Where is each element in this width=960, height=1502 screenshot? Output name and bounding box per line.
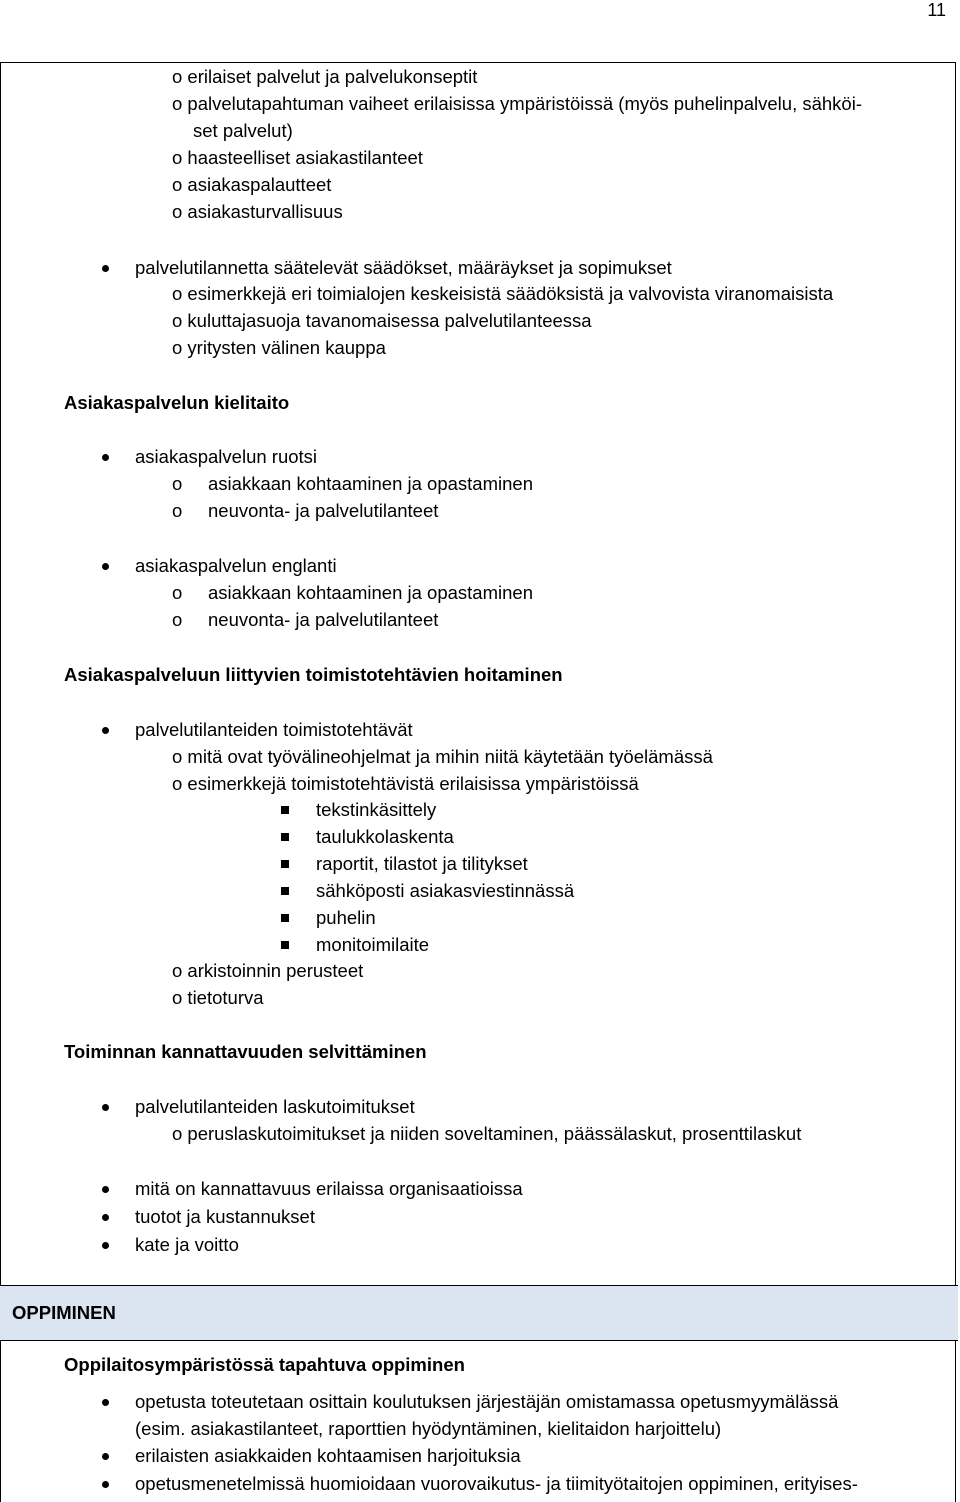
list-item: o haasteelliset asiakastilanteet [172,147,423,168]
list-item: neuvonta- ja palvelutilanteet [208,609,439,630]
list-item: kate ja voitto [135,1234,239,1255]
bullet-icon [102,1214,109,1221]
bullet-icon [102,454,109,461]
list-item: asiakaspalvelun englanti [135,555,337,576]
list-item: o esimerkkejä toimistotehtävistä erilaisissa ympäristöissä [172,773,639,794]
section-heading: Toiminnan kannattavuuden selvittäminen [64,1041,427,1062]
sub-marker: o [172,500,183,521]
square-bullet-icon [281,833,289,841]
section-heading: Oppilaitosympäristössä tapahtuva oppiminen [64,1354,465,1375]
list-item: asiakkaan kohtaaminen ja opastaminen [208,473,533,494]
list-item: o esimerkkejä eri toimialojen keskeisistä säädöksistä ja valvovista viranomaisista [172,283,834,304]
square-bullet-icon [281,941,289,949]
list-item: opetusmenetelmissä huomioidaan vuorovaikutus- ja tiimityötaitojen oppiminen, erityises- [135,1473,858,1494]
list-item: puhelin [316,907,376,928]
bullet-icon [102,1453,109,1460]
oppiminen-band [0,1285,958,1341]
bullet-icon [102,1481,109,1488]
list-item: sähköposti asiakasviestinnässä [316,880,575,901]
list-item: tekstinkäsittely [316,799,437,820]
list-item: palvelutilanteiden toimistotehtävät [135,719,413,740]
list-item: erilaisten asiakkaiden kohtaamisen harjoituksia [135,1445,521,1466]
list-item: o peruslaskutoimitukset ja niiden soveltaminen, päässälaskut, prosenttilaskut [172,1123,802,1144]
list-item-continuation: (esim. asiakastilanteet, raporttien hyödyntäminen, kielitaidon harjoittelu) [135,1418,722,1439]
sub-marker: o [172,473,183,494]
list-item: o yritysten välinen kauppa [172,337,386,358]
list-item: mitä on kannattavuus erilaissa organisaatioissa [135,1178,523,1199]
bullet-icon [102,1104,109,1111]
list-item: asiakkaan kohtaaminen ja opastaminen [208,582,533,603]
list-item: palvelutilanteiden laskutoimitukset [135,1096,415,1117]
bullet-icon [102,563,109,570]
list-item: opetusta toteutetaan osittain koulutuksen järjestäjän omistamassa opetusmyymälässä [135,1391,839,1412]
list-item: o kuluttajasuoja tavanomaisessa palvelutilanteessa [172,310,592,331]
list-item: o tietoturva [172,987,264,1008]
list-item: o palvelutapahtuman vaiheet erilaisissa ympäristöissä (myös puhelinpalvelu, sähköi- [172,93,862,114]
list-item: asiakaspalvelun ruotsi [135,446,318,467]
list-item: o erilaiset palvelut ja palvelukonseptit [172,66,478,87]
sub-marker: o [172,609,183,630]
sub-marker: o [172,582,183,603]
bullet-icon [102,1242,109,1249]
square-bullet-icon [281,914,289,922]
list-item: tuotot ja kustannukset [135,1206,315,1227]
list-item: palvelutilannetta säätelevät säädökset, määräykset ja sopimukset [135,257,672,278]
list-item-continuation: set palvelut) [193,120,293,141]
section-heading: Asiakaspalvelun kielitaito [64,392,290,413]
square-bullet-icon [281,887,289,895]
bullet-icon [102,1186,109,1193]
page-number: 11 [927,0,946,20]
list-item: o asiakasturvallisuus [172,201,343,222]
square-bullet-icon [281,860,289,868]
list-item: o arkistoinnin perusteet [172,960,364,981]
square-bullet-icon [281,806,289,814]
bullet-icon [102,265,109,272]
list-item: neuvonta- ja palvelutilanteet [208,500,439,521]
list-item: monitoimilaite [316,934,430,955]
bullet-icon [102,1399,109,1406]
list-item: o mitä ovat työvälineohjelmat ja mihin niitä käytetään työelämässä [172,746,713,767]
list-item: raportit, tilastot ja tilitykset [316,853,528,874]
list-item: taulukkolaskenta [316,826,454,847]
band-title: OPPIMINEN [12,1302,116,1323]
bullet-icon [102,727,109,734]
section-heading: Asiakaspalveluun liittyvien toimistotehtävien hoitaminen [64,664,563,685]
list-item: o asiakaspalautteet [172,174,332,195]
